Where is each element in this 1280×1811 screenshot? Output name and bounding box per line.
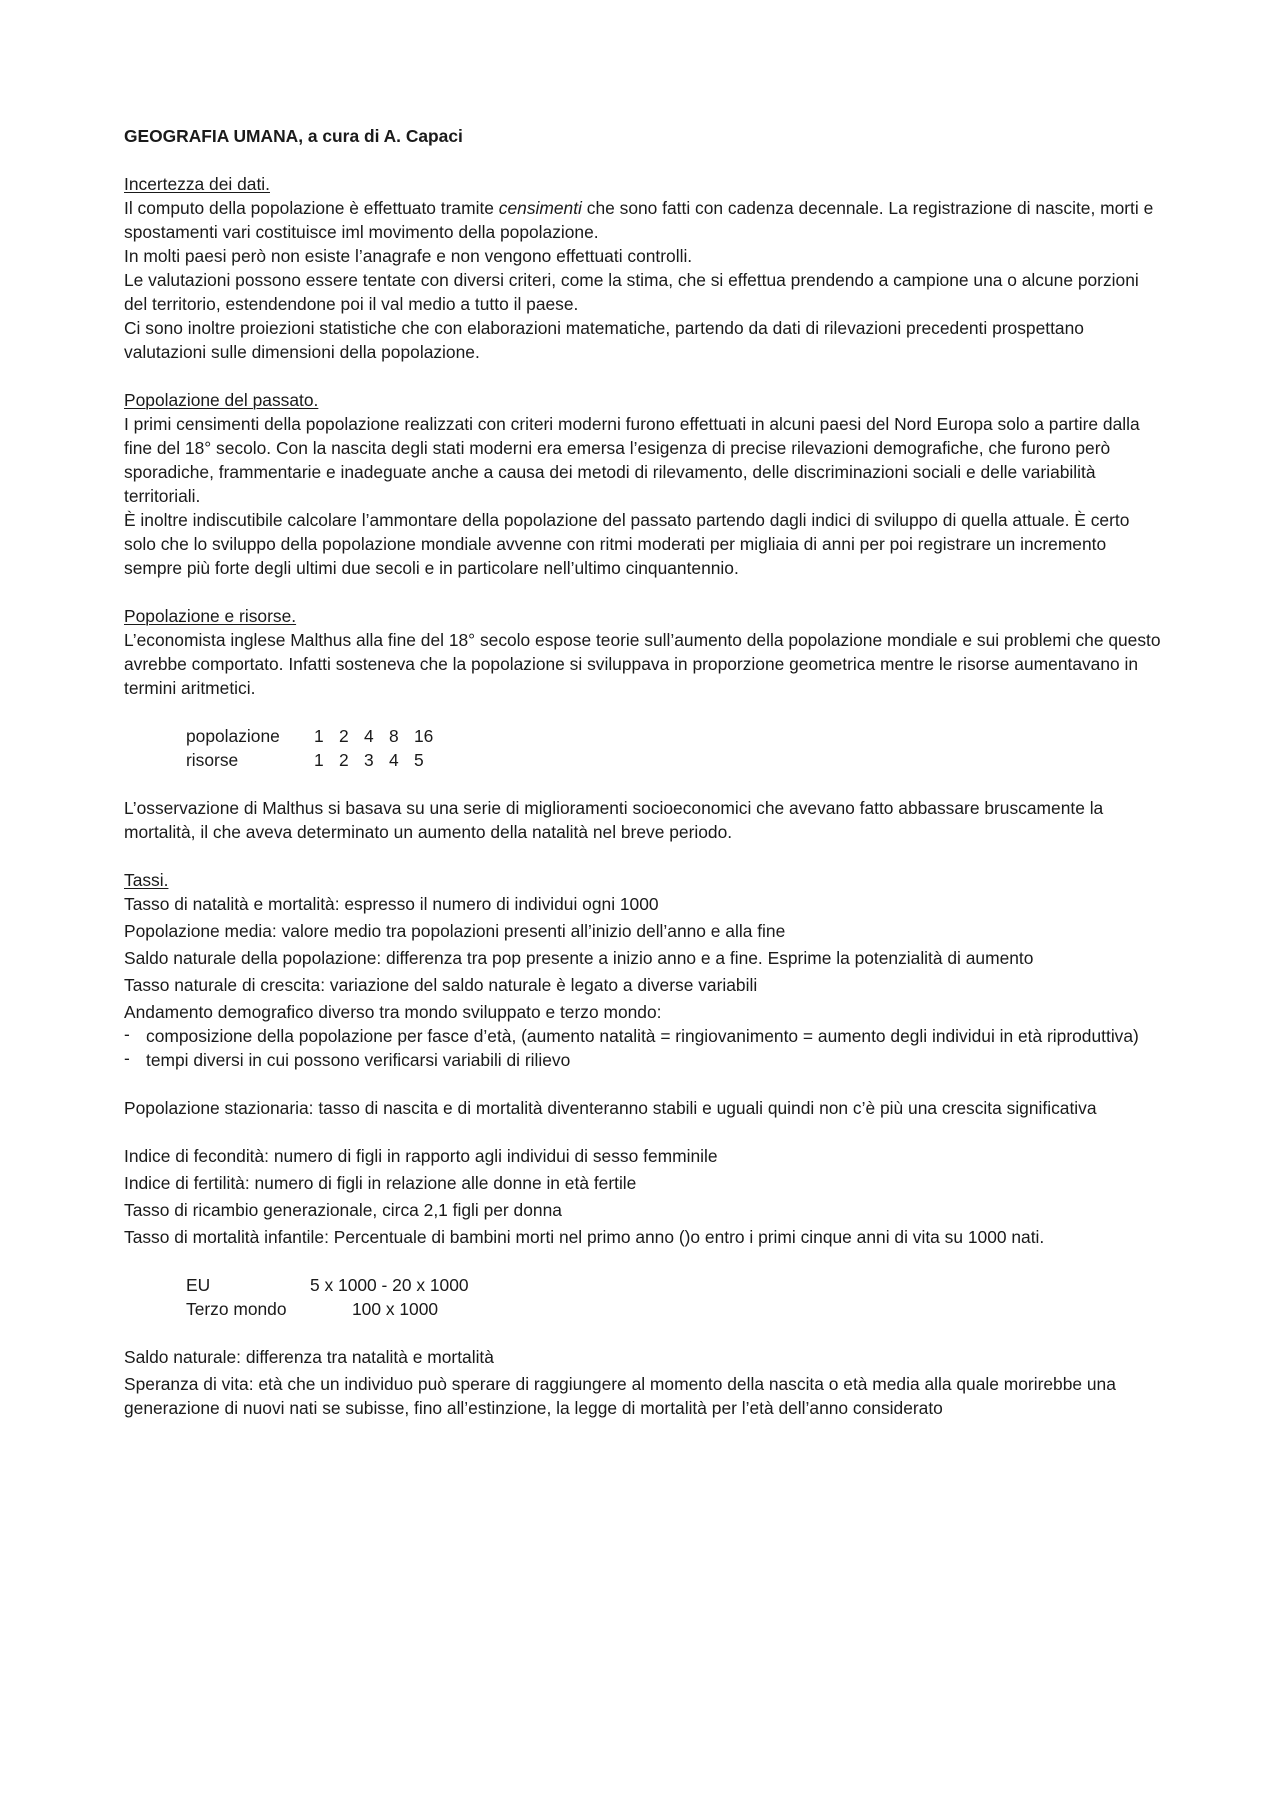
paragraph: Tasso di natalità e mortalità: espresso il numero di individui ogni 1000 bbox=[124, 894, 659, 914]
table-cell: 16 bbox=[414, 726, 434, 746]
section-tassi bbox=[124, 868, 1164, 1420]
list-item bbox=[124, 1048, 1164, 1072]
text-run: che sono fatti con cadenza decennale. La registrazione di nascite, morti e spostamenti vari costituisce iml movimento della popolazione. bbox=[124, 198, 1154, 242]
section-passato bbox=[124, 388, 1164, 580]
section-heading: Popolazione del passato. bbox=[124, 390, 319, 410]
paragraph: Indice di fecondità: numero di figli in rapporto agli individui di sesso femminile bbox=[124, 1146, 718, 1166]
table-row bbox=[186, 724, 439, 748]
table-row bbox=[186, 1297, 469, 1321]
paragraph: I primi censimenti della popolazione realizzati con criteri moderni furono effettuati in alcuni paesi del Nord Europa solo a partire dalla fine del 18° secolo. Con la nascita degli stati moderni era emersa l’esigenza di precise rilevazioni demografiche, che furono però sporadiche, frammentarie e inadeguate anche a causa dei metodi di rilevamento, delle discriminazioni sociali e delle variabilità territoriali. bbox=[124, 414, 1140, 506]
row-label: risorse bbox=[186, 750, 239, 770]
paragraph: Le valutazioni possono essere tentate con diversi criteri, come la stima, che si effettua prendendo a campione una o alcune porzioni del territorio, estendendone poi il val medio a tutto il paese. bbox=[124, 270, 1139, 314]
paragraph: L’osservazione di Malthus si basava su una serie di miglioramenti socioeconomici che avevano fatto abbassare bruscamente la mortalità, il che aveva determinato un aumento della natalità nel breve periodo. bbox=[124, 798, 1104, 842]
paragraph: Indice di fertilità: numero di figli in relazione alle donne in età fertile bbox=[124, 1173, 637, 1193]
table-cell: 5 bbox=[414, 750, 424, 770]
table-cell: 5 x 1000 - 20 x 1000 bbox=[310, 1275, 469, 1295]
table-cell: 1 bbox=[314, 726, 324, 746]
paragraph: È inoltre indiscutibile calcolare l’ammontare della popolazione del passato partendo dagli indici di sviluppo di quella attuale. È certo solo che lo sviluppo della popolazione mondiale avvenne con ritmi moderati per migliaia di anni per poi registrare un incremento sempre più forte degli ultimi due secoli e in particolare nell’ultimo cinquantennio. bbox=[124, 510, 1130, 578]
paragraph: L’economista inglese Malthus alla fine del 18° secolo espose teorie sull’aumento della popolazione mondiale e sui problemi che questo avrebbe comportato. Infatti sosteneva che la popolazione si sviluppava in proporzione geometrica mentre le risorse aumentavano in termini aritmetici. bbox=[124, 630, 1161, 698]
dash-marker: - bbox=[124, 1024, 130, 1044]
table-row bbox=[186, 748, 439, 772]
paragraph: Speranza di vita: età che un individuo può sperare di raggiungere al momento della nascita o età media alla quale morirebbe una generazione di nuovi nati se subisse, fino all’estinzione, la legge di mortalità per l’età dell’anno considerato bbox=[124, 1374, 1116, 1418]
list-item-text: composizione della popolazione per fasce d’età, (aumento natalità = ringiovanimento = aumento degli individui in età riproduttiva) bbox=[146, 1026, 1139, 1046]
list-item bbox=[124, 1024, 1164, 1048]
table-cell: 3 bbox=[364, 750, 374, 770]
table-cell: 2 bbox=[339, 726, 349, 746]
bullet-list bbox=[124, 1024, 1164, 1072]
paragraph: Tasso di mortalità infantile: Percentuale di bambini morti nel primo anno ()o entro i primi cinque anni di vita su 1000 nati. bbox=[124, 1227, 1045, 1247]
table-cell: 2 bbox=[339, 750, 349, 770]
paragraph bbox=[124, 196, 1164, 244]
table-cell: 8 bbox=[389, 726, 399, 746]
paragraph: Saldo naturale della popolazione: differenza tra pop presente a inizio anno e a fine. Esprime la potenzialità di aumento bbox=[124, 948, 1034, 968]
document-page bbox=[124, 124, 1164, 1420]
table-cell: 1 bbox=[314, 750, 324, 770]
dash-marker: - bbox=[124, 1048, 130, 1068]
paragraph: Popolazione media: valore medio tra popolazioni presenti all’inizio dell’anno e alla fine bbox=[124, 921, 786, 941]
section-incertezza bbox=[124, 172, 1164, 364]
row-label: EU bbox=[186, 1275, 211, 1295]
row-label: Terzo mondo bbox=[186, 1299, 287, 1319]
malthus-table bbox=[186, 724, 439, 772]
document-title: GEOGRAFIA UMANA, a cura di A. Capaci bbox=[124, 126, 463, 146]
table-cell: 4 bbox=[364, 726, 374, 746]
paragraph: Andamento demografico diverso tra mondo sviluppato e terzo mondo: bbox=[124, 1002, 662, 1022]
list-item-text: tempi diversi in cui possono verificarsi variabili di rilievo bbox=[146, 1050, 571, 1070]
section-risorse bbox=[124, 604, 1164, 844]
table-row bbox=[186, 1273, 469, 1297]
paragraph: Ci sono inoltre proiezioni statistiche che con elaborazioni matematiche, partendo da dati di rilevazioni precedenti prospettano valutazioni sulle dimensioni della popolazione. bbox=[124, 318, 1084, 362]
section-heading: Popolazione e risorse. bbox=[124, 606, 297, 626]
table-cell: 100 x 1000 bbox=[352, 1299, 439, 1319]
paragraph: Tasso di ricambio generazionale, circa 2,1 figli per donna bbox=[124, 1200, 562, 1220]
paragraph: In molti paesi però non esiste l’anagrafe e non vengono effettuati controlli. bbox=[124, 246, 693, 266]
italic-term: censimenti bbox=[498, 198, 582, 218]
section-heading: Tassi. bbox=[124, 870, 169, 890]
text-run: Il computo della popolazione è effettuato tramite bbox=[124, 198, 499, 218]
paragraph: Saldo naturale: differenza tra natalità e mortalità bbox=[124, 1347, 494, 1367]
section-heading: Incertezza dei dati. bbox=[124, 174, 270, 194]
paragraph: Popolazione stazionaria: tasso di nascita e di mortalità diventeranno stabili e uguali quindi non c’è più una crescita significativa bbox=[124, 1098, 1097, 1118]
table-cell: 4 bbox=[389, 750, 399, 770]
mortality-table bbox=[186, 1273, 469, 1321]
paragraph: Tasso naturale di crescita: variazione del saldo naturale è legato a diverse variabili bbox=[124, 975, 758, 995]
row-label: popolazione bbox=[186, 726, 280, 746]
